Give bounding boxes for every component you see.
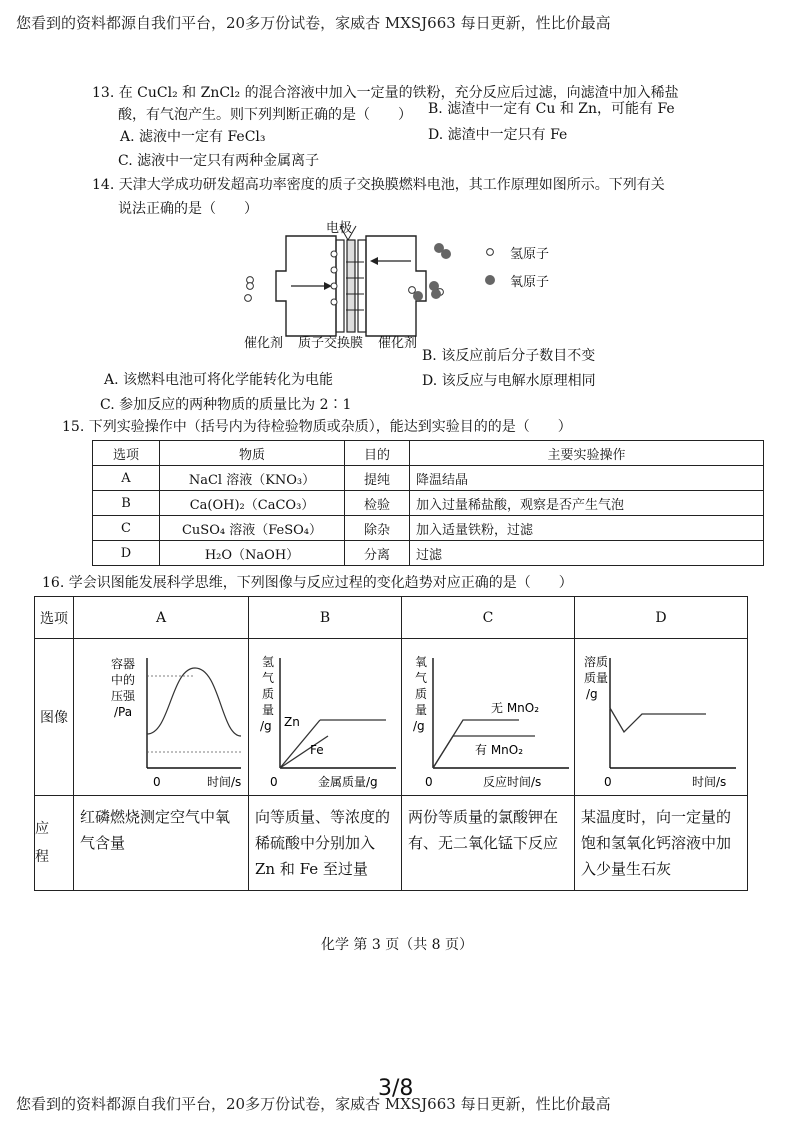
q13-option-a: A. 滤液中一定有 FeCl₃: [120, 129, 266, 145]
graph-c-cell: [402, 639, 575, 796]
legend-hydrogen-label: 氢原子: [510, 247, 550, 262]
table-row: [93, 516, 764, 541]
q14-option-b: B. 该反应前后分子数目不变: [422, 348, 596, 364]
graph-b-fe-label: Fe: [310, 743, 324, 757]
table-cell: 加入过量稀盐酸，观察是否产生气泡: [410, 491, 764, 516]
graph-b-ylabel: 质: [262, 687, 275, 701]
graph-d-ylabel: /g: [586, 687, 598, 701]
graph-d-ylabel: 溶质: [584, 655, 609, 669]
graph-c-ylabel: 质: [415, 687, 428, 701]
q13-option-d: D. 滤渣中一定只有 Fe: [428, 127, 568, 143]
q14-stem-line2: 说法正确的是（ ）: [118, 201, 258, 217]
q13-option-c: C. 滤液中一定只有两种金属离子: [118, 153, 320, 169]
graph-c-ylabel: /g: [413, 719, 425, 733]
table-row: [93, 541, 764, 566]
graph-d: [576, 640, 746, 790]
table-cell: 提纯: [345, 466, 410, 491]
q14-stem-line1: 14. 天津大学成功研发超高功率密度的质子交换膜燃料电池，其工作原理如图所示。下列有关: [92, 177, 665, 193]
table-cell: NaCl 溶液（KNO₃）: [160, 466, 345, 491]
graph-c-ylabel: 量: [415, 703, 428, 717]
fig-membrane-label: 质子交换膜: [298, 336, 364, 351]
graph-d-origin: 0: [604, 775, 612, 789]
q16-stem: 16. 学会识图能发展科学思维，下列图像与反应过程的变化趋势对应正确的是（ ）: [42, 575, 573, 591]
graph-a-xlabel: 时间/s: [207, 775, 242, 789]
table-row: [35, 639, 748, 796]
graph-c-xlabel: 反应时间/s: [483, 775, 542, 789]
graph-b: [250, 640, 400, 790]
row-label-process: 应 程: [35, 796, 74, 891]
graph-a-ylabel: 压强: [110, 689, 136, 703]
graph-c-mno2-label: 有 MnO₂: [475, 743, 524, 757]
graph-c-ylabel: 气: [415, 671, 428, 685]
process-d: 某温度时，向一定量的饱和氢氧化钙溶液中加入少量生石灰: [575, 796, 748, 891]
graph-b-ylabel: 氢: [262, 655, 275, 669]
header-cell: 物质: [160, 441, 345, 466]
table-cell: Ca(OH)₂（CaCO₃）: [160, 491, 345, 516]
process-c: 两份等质量的氯酸钾在有、无二氧化锰下反应: [402, 796, 575, 891]
graph-b-cell: [249, 639, 402, 796]
q16-table: [34, 596, 748, 891]
table-cell: D: [93, 541, 160, 566]
graph-d-ylabel: 质量: [584, 671, 609, 685]
legend-atoms: [482, 244, 498, 294]
header-cell: 选项: [35, 597, 74, 639]
graph-b-ylabel: 量: [262, 703, 275, 717]
table-cell: 降温结晶: [410, 466, 764, 491]
fig-electrode-label: 电极: [326, 221, 353, 236]
header-cell: 选项: [93, 441, 160, 466]
q14-option-d: D. 该反应与电解水原理相同: [422, 373, 596, 389]
q13-stem-line1: 13. 在 CuCl₂ 和 ZnCl₂ 的混合溶液中加入一定量的铁粉，充分反应后过滤，向滤渣中加入稀盐: [92, 85, 679, 101]
table-cell: A: [93, 466, 160, 491]
process-a: 红磷燃烧测定空气中氧气含量: [74, 796, 249, 891]
legend-oxygen-label: 氧原子: [510, 275, 550, 290]
graph-d-xlabel: 时间/s: [692, 775, 727, 789]
graph-d-cell: [575, 639, 748, 796]
graph-a-origin: 0: [153, 775, 161, 789]
graph-b-origin: 0: [270, 775, 278, 789]
header-cell: B: [249, 597, 402, 639]
graph-a-ylabel: 中的: [110, 673, 136, 687]
table-cell: 检验: [345, 491, 410, 516]
q14-option-c: C. 参加反应的两种物质的质量比为 2∶1: [100, 397, 352, 413]
row-label-image: 图像: [35, 639, 74, 796]
table-cell: H₂O（NaOH）: [160, 541, 345, 566]
graph-a-cell: [74, 639, 249, 796]
graph-a-ylabel: /Pa: [113, 705, 133, 719]
page-indicator: 3/8: [378, 1076, 414, 1101]
table-header-row: [93, 441, 764, 466]
table-cell: C: [93, 516, 160, 541]
header-cell: D: [575, 597, 748, 639]
graph-b-ylabel: /g: [260, 719, 272, 733]
header-cell: 目的: [345, 441, 410, 466]
graph-b-xlabel: 金属质量/g: [318, 775, 378, 789]
fig-catalyst-left-label: 催化剂: [244, 336, 284, 351]
table-cell: 除杂: [345, 516, 410, 541]
graph-b-zn-label: Zn: [284, 715, 300, 729]
table-cell: 分离: [345, 541, 410, 566]
graph-c-ylabel: 氧: [415, 655, 428, 669]
page-footer: 化学 第 3 页（共 8 页）: [320, 937, 474, 953]
header-watermark: 您看到的资料都源自我们平台，20多万份试卷，家威杏 MXSJ663 每日更新，性比价最高: [16, 14, 611, 32]
table-header-row: [35, 597, 748, 639]
q13-option-b: B. 滤渣中一定有 Cu 和 Zn，可能有 Fe: [428, 101, 675, 117]
graph-a: [75, 640, 247, 790]
table-cell: B: [93, 491, 160, 516]
header-cell: A: [74, 597, 249, 639]
table-cell: 加入适量铁粉，过滤: [410, 516, 764, 541]
graph-c-origin: 0: [425, 775, 433, 789]
graph-b-ylabel: 气: [262, 671, 275, 685]
header-cell: 主要实验操作: [410, 441, 764, 466]
table-row: [35, 796, 748, 891]
q13-stem-line2: 酸，有气泡产生。则下列判断正确的是（ ）: [118, 107, 412, 123]
table-cell: 过滤: [410, 541, 764, 566]
fig-catalyst-right-label: 催化剂: [378, 336, 418, 351]
header-cell: C: [402, 597, 575, 639]
q14-option-a: A. 该燃料电池可将化学能转化为电能: [104, 372, 334, 388]
process-b: 向等质量、等浓度的稀硫酸中分别加入 Zn 和 Fe 至过量: [249, 796, 402, 891]
q15-stem: 15. 下列实验操作中（括号内为待检验物质或杂质），能达到实验目的的是（ ）: [62, 419, 572, 435]
table-cell: CuSO₄ 溶液（FeSO₄）: [160, 516, 345, 541]
q15-table: [92, 440, 764, 566]
graph-c: [403, 640, 573, 790]
graph-a-ylabel: 容器: [110, 657, 136, 671]
table-row: [93, 466, 764, 491]
graph-c-no-mno2-label: 无 MnO₂: [491, 701, 540, 715]
table-row: [93, 491, 764, 516]
footer-watermark: 您看到的资料都源自我们平台，20多万份试卷，家威杏 MXSJ663 每日更新，性比价最高: [16, 1095, 611, 1113]
